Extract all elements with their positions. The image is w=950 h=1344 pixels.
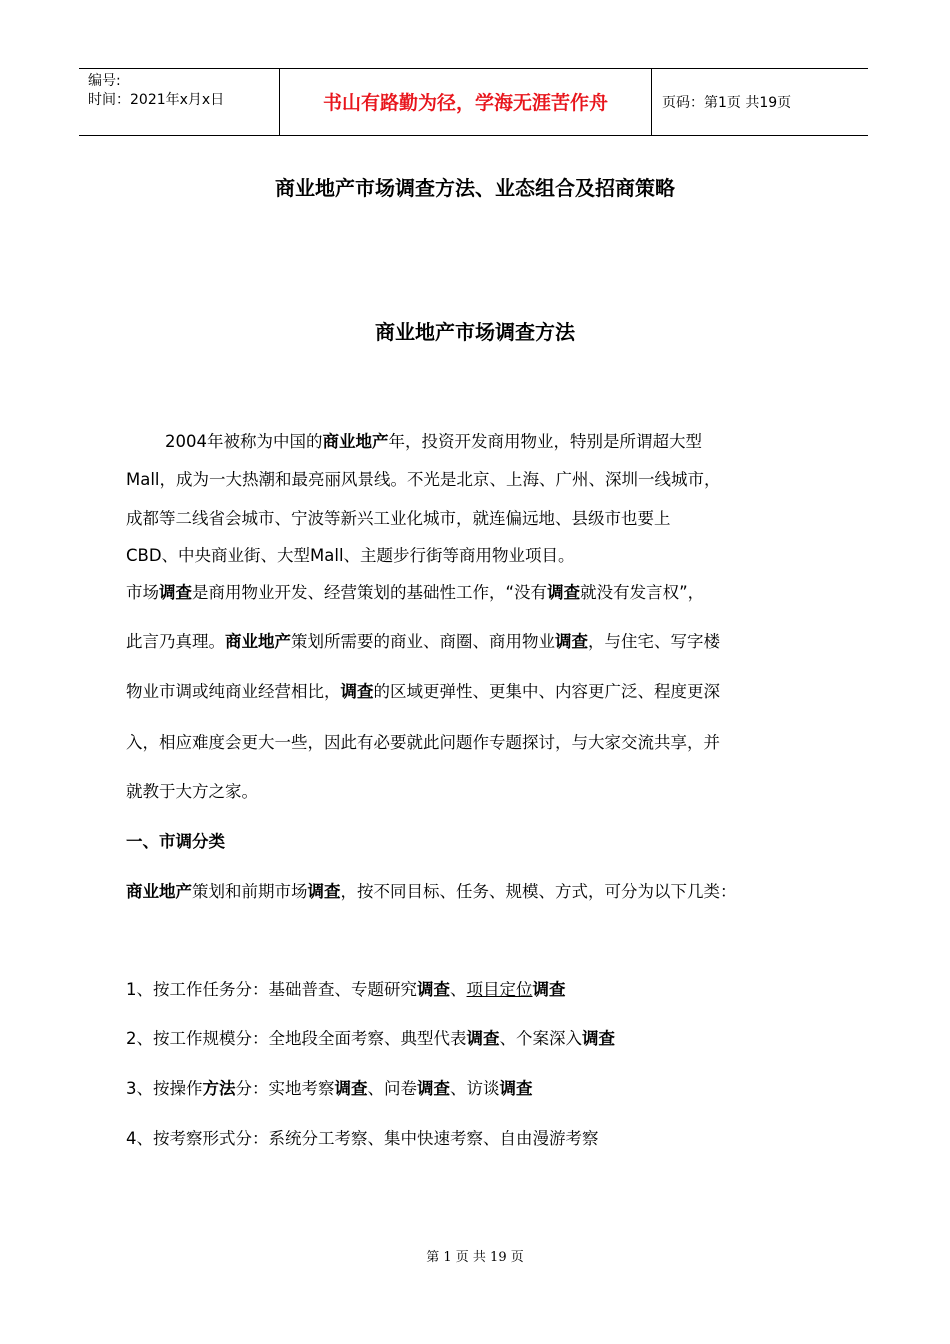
keyword: 调查 (334, 1079, 368, 1098)
header-time-label: 时间：2021年x月x日 (88, 92, 225, 108)
keyword: 商业地产 (322, 432, 389, 451)
intro-line-2: Mall，成为一大热潮和最亮丽风景线。不光是北京、上海、广州、深圳一线城市， (126, 470, 721, 489)
text: 市场 (126, 583, 159, 602)
text: 此言乃真理。 (126, 632, 225, 651)
text: 物业市调或纯商业经营相比， (126, 682, 341, 701)
project-positioning-link[interactable]: 项目定位 (466, 980, 533, 999)
keyword: 商业地产 (225, 632, 291, 651)
header-top-rule (79, 68, 868, 69)
text: 2、按工作规模分：全地段全面考察、典型代表 (126, 1029, 467, 1048)
keyword: 调查 (547, 583, 581, 602)
keyword: 调查 (555, 632, 588, 651)
heading-market-survey-types: 一、市调分类 (126, 832, 225, 851)
para3-line-1 (126, 880, 737, 904)
keyword: 调查 (532, 980, 566, 999)
keyword: 调查 (340, 682, 374, 701)
list-item-2 (126, 1027, 615, 1051)
text: 策划和前期市场 (192, 882, 308, 901)
para2-line-4: 入，相应难度会更大一些，因此有必要就此问题作专题探讨，与大家交流共享，并 (126, 733, 720, 752)
header-divider-right (651, 68, 652, 136)
intro-line-1 (165, 430, 702, 454)
keyword: 调查 (466, 1029, 500, 1048)
text: ，按不同目标、任务、规模、方式，可分为以下几类： (340, 882, 737, 901)
list-item-1 (126, 978, 566, 1002)
text: 3、按操作 (126, 1079, 203, 1098)
list-item-4: 4、按考察形式分：系统分工考察、集中快速考察、自由漫游考察 (126, 1129, 599, 1148)
text: 、访谈 (450, 1079, 500, 1098)
intro-line-4: CBD、中央商业街、大型Mall、主题步行街等商用物业项目。 (126, 546, 575, 565)
text: 分：实地考察 (235, 1079, 335, 1098)
main-title: 商业地产市场调查方法、业态组合及招商策略 (275, 176, 675, 200)
text: 、 (450, 980, 467, 999)
header-motto: 书山有路勤为径，学海无涯苦作舟 (322, 92, 608, 114)
text: 年，投资开发商用物业，特别是所谓超大型 (388, 432, 702, 451)
text: 就没有发言权”， (580, 583, 705, 602)
para2-line-1 (126, 581, 704, 605)
text: 是商用物业开发、经营策划的基础性工作，“没有 (192, 583, 548, 602)
keyword: 调查 (417, 980, 450, 999)
section-title: 商业地产市场调查方法 (375, 320, 575, 344)
intro-line-3: 成都等二线省会城市、宁波等新兴工业化城市，就连偏远地、县级市也要上 (126, 509, 671, 528)
text: 策划所需要的商业、商圈、商用物业 (291, 632, 555, 651)
header-number-label: 编号: (88, 73, 121, 89)
para2-line-2 (126, 630, 720, 654)
text: 的区域更弹性、更集中、内容更广泛、程度更深 (373, 682, 720, 701)
keyword: 调查 (417, 1079, 450, 1098)
keyword: 方法 (202, 1079, 236, 1098)
header-page-label: 页码：第1页 共19页 (662, 95, 792, 111)
header-bottom-rule (79, 135, 868, 136)
text: ，与住宅、写字楼 (588, 632, 720, 651)
text: 、问卷 (367, 1079, 417, 1098)
text: 2004年被称为中国的 (165, 432, 323, 451)
text: 、个案深入 (499, 1029, 582, 1048)
page-footer: 第 1 页 共 19 页 (426, 1250, 524, 1265)
keyword: 调查 (499, 1079, 533, 1098)
keyword: 调查 (307, 882, 341, 901)
para2-line-3 (126, 680, 720, 704)
para2-line-5: 就教于大方之家。 (126, 782, 258, 801)
keyword: 调查 (159, 583, 192, 602)
keyword: 商业地产 (126, 882, 192, 901)
text: 1、按工作任务分：基础普查、专题研究 (126, 980, 417, 999)
keyword: 调查 (582, 1029, 615, 1048)
list-item-3 (126, 1077, 533, 1101)
